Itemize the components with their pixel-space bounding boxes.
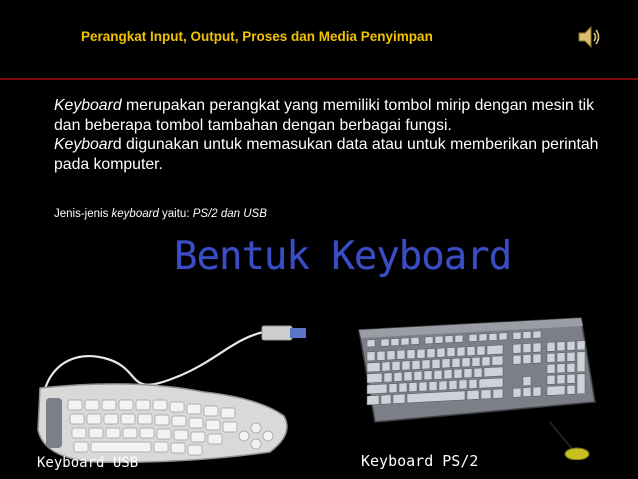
keyboard-types-line	[54, 208, 267, 220]
paragraph-1	[54, 96, 614, 135]
paragraph-2	[54, 135, 614, 174]
types-list: PS/2 dan USB	[192, 208, 267, 220]
usb-keyboard-caption: Keyboard USB	[37, 455, 139, 471]
types-keyboard: keyboard	[111, 208, 159, 220]
description-text	[54, 96, 614, 174]
ps2-keyboard-caption: Keyboard PS/2	[361, 452, 479, 470]
header-divider	[0, 78, 638, 80]
emphasis-keyboar: Keyboar	[54, 136, 113, 153]
slide-title: Perangkat Input, Output, Proses dan Media Penyimpan	[81, 29, 433, 44]
emphasis-keyboard: Keyboard	[54, 97, 122, 114]
types-prefix: Jenis-jenis	[54, 208, 112, 220]
section-heading: Bentuk Keyboard	[174, 234, 512, 279]
types-mid: yaitu:	[158, 208, 193, 220]
paragraph-1-text: merupakan perangkat yang memiliki tombol mirip dengan mesin tik dan beberapa tombol tambahan dengan berbagai fungsi.	[54, 97, 594, 134]
speaker-icon[interactable]	[576, 24, 602, 50]
usb-keyboard-image	[34, 318, 324, 464]
paragraph-2-text: d digunakan untuk memasukan data atau untuk memberikan perintah pada komputer.	[54, 136, 599, 173]
ps2-keyboard-image	[345, 310, 607, 460]
